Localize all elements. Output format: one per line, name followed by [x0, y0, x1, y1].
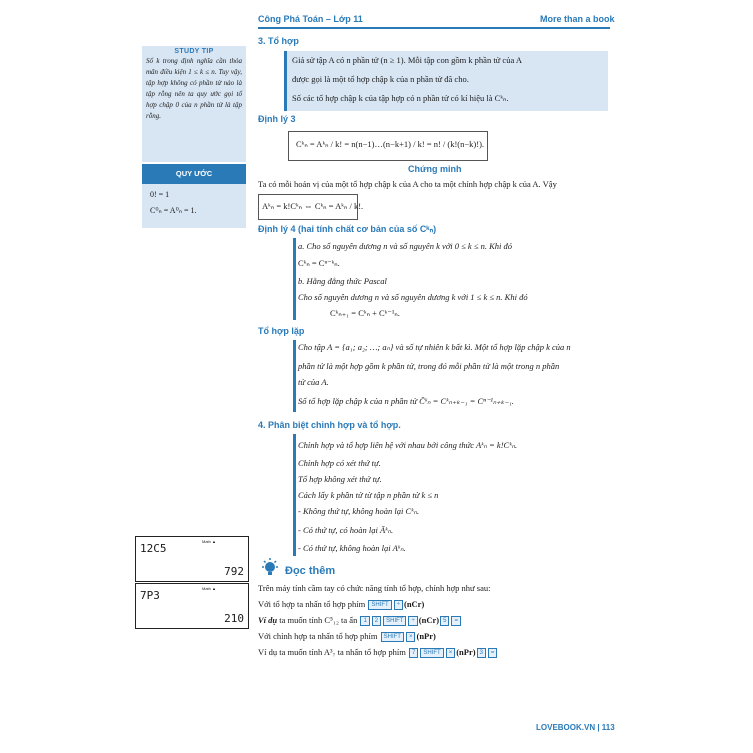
page-footer: LOVEBOOK.VN | 113 [536, 723, 615, 732]
read-more-line-1 [258, 599, 424, 610]
calculator-indicator: Math ▲ [202, 539, 216, 544]
npr-label: (nPr) [416, 631, 436, 641]
section-4-line: Chỉnh hợp có xét thứ tự. [298, 458, 381, 468]
read-more-line-2-text: ta muốn tính C⁵₁₂ ta ấn [279, 615, 358, 625]
theorem-3-formula: Cᵏₙ = Aᵏₙ / k! = n(n−1)…(n−k+1) / k! = n! / (k!(n−k)!). [296, 139, 485, 149]
section-3-heading: 3. Tổ hợp [258, 36, 299, 46]
calculator-indicator: Math ▲ [202, 586, 216, 591]
multiply-key: × [446, 648, 456, 658]
read-more-line-1-text: Với tổ hợp ta nhấn tổ hợp phím [258, 599, 366, 609]
section-4-line: Chỉnh hợp và tổ hợp liên hệ với nhau bởi công thức Aᵏₙ = k!Cᵏₙ. [298, 440, 518, 450]
read-more-intro: Trên máy tính cầm tay có chức năng tính tổ hợp, chỉnh hợp như sau: [258, 583, 491, 593]
divide-key: ÷ [394, 600, 403, 610]
equals-key: = [451, 616, 461, 626]
read-more-line-2 [258, 615, 462, 626]
theorem-4-b-title: b. Hằng đẳng thức Pascal [298, 276, 387, 286]
quy-uoc-line-2: C⁰ₙ = A⁰ₙ = 1. [150, 206, 197, 215]
shift-key: SHIFT [383, 616, 406, 626]
read-more-line-4-text: Ví dụ ta muốn tính A³₇ ta nhấn tổ hợp phím [258, 647, 406, 657]
ncr-label: (nCr) [418, 615, 440, 625]
read-more-line-3 [258, 631, 436, 642]
calculator-screen-npr [135, 583, 249, 629]
study-tip-box [142, 46, 246, 162]
proof-formula: Aᵏₙ = k!Cᵏₙ ⇔ Cᵏₙ = Aᵏₙ / k!. [262, 201, 364, 211]
section-4-bar [293, 434, 296, 556]
read-more-heading: Đọc thêm [285, 565, 336, 577]
section-4-line: Tổ hợp không xét thứ tự. [298, 474, 382, 484]
header-rule [258, 27, 610, 29]
shift-key: SHIFT [368, 600, 391, 610]
section-4-heading: 4. Phân biệt chỉnh hợp và tổ hợp. [258, 420, 401, 430]
calculator-expression: 7P3 [140, 589, 160, 602]
definition-bar [284, 51, 287, 111]
read-more-line-3-text: Với chỉnh hợp ta nhấn tổ hợp phím [258, 631, 378, 641]
section-4-line: - Có thứ tự, có hoàn lại Āᵏₙ. [298, 525, 394, 535]
digit-key: 3 [477, 648, 486, 658]
study-tip-title: STUDY TIP [174, 48, 214, 55]
proof-heading: Chứng minh [408, 164, 462, 174]
ncr-label: (nCr) [403, 599, 425, 609]
definition-line-2: được gọi là một tổ hợp chập k của n phần tử đã cho. [292, 74, 469, 84]
header-title: Công Phá Toán – Lớp 11 [258, 14, 363, 24]
digit-key: 2 [372, 616, 381, 626]
theorem-4-bar [293, 238, 296, 320]
quy-uoc-line-1: 0! = 1 [150, 190, 170, 199]
quy-uoc-title: QUY ƯỚC [175, 169, 213, 178]
theorem-4-a-formula: Cᵏₙ = Cⁿ⁻ᵏₙ. [298, 258, 340, 268]
repetition-combination-bar [293, 340, 296, 412]
study-tip-text: Số k trong định nghĩa cần thỏa mãn điều kiện 1 ≤ k ≤ n. Tuy vậy, tập hợp không có phần tử nào là tập rỗng nên ta quy ước gọi tổ hợp chập 0 của n phần tử là tập rỗng. [146, 57, 242, 120]
theorem-4-a-text: a. Cho số nguyên dương n và số nguyên k với 0 ≤ k ≤ n. Khi đó [298, 241, 513, 251]
proof-text: Ta có mỗi hoán vị của một tổ hợp chập k của A cho ta một chỉnh hợp chập k của A. Vậy [258, 179, 557, 189]
theorem-4-b-formula: Cᵏₙ₊₁ = Cᵏₙ + Cᵏ⁻¹ₙ. [330, 308, 400, 318]
digit-key: 7 [409, 648, 418, 658]
shift-key: SHIFT [381, 632, 404, 642]
digit-key: 1 [360, 616, 369, 626]
example-label: Ví dụ [258, 615, 278, 625]
repetition-combination-line-4: Số tổ hợp lặp chập k của n phần tử C̄ᵏₙ = Cᵏₙ₊ₖ₋₁ = Cⁿ⁻¹ₙ₊ₖ₋₁. [298, 396, 514, 406]
section-4-line: Cách lấy k phần tử từ tập n phần tử k ≤ n [298, 490, 439, 500]
header-slogan: More than a book [540, 14, 615, 24]
section-4-line: - Có thứ tự, không hoàn lại Aᵏₙ. [298, 543, 406, 553]
shift-key: SHIFT [420, 648, 443, 658]
calculator-expression: 12C5 [140, 542, 167, 555]
equals-key: = [488, 648, 498, 658]
definition-line-3: Số các tổ hợp chập k của tập hợp có n phần tử có kí hiệu là Cᵏₙ. [292, 93, 509, 103]
calculator-screen-ncr [135, 536, 249, 582]
calculator-result: 792 [224, 565, 244, 578]
npr-label: (nPr) [456, 647, 476, 657]
repetition-combination-line-2: phần tử là một hợp gồm k phần tử, trong đó mỗi phần tử là một trong n phần [298, 361, 560, 371]
theorem-3-heading: Định lý 3 [258, 114, 296, 124]
digit-key: 5 [440, 616, 449, 626]
read-more-line-4 [258, 647, 498, 658]
theorem-4-b-text: Cho số nguyên dương n và số nguyên dương k với 1 ≤ k ≤ n. Khi đó [298, 292, 528, 302]
divide-key: ÷ [408, 616, 417, 626]
section-4-line: - Không thứ tự, không hoàn lại Cᵏₙ. [298, 506, 420, 516]
repetition-combination-heading: Tổ hợp lặp [258, 326, 305, 336]
definition-line-1: Giả sử tập A có n phần tử (n ≥ 1). Mỗi tập con gồm k phần tử của A [292, 55, 523, 65]
repetition-combination-line-3: tử của A. [298, 377, 329, 387]
calculator-result: 210 [224, 612, 244, 625]
repetition-combination-line-1: Cho tập A = {a₁; a₂; …; aₙ} và số tự nhiên k bất kì. Một tổ hợp lặp chập k của n [298, 342, 571, 352]
lightbulb-icon [259, 557, 281, 579]
theorem-4-heading: Định lý 4 (hai tính chất cơ bản của số Cᵏₙ) [258, 224, 437, 234]
multiply-key: × [406, 632, 416, 642]
